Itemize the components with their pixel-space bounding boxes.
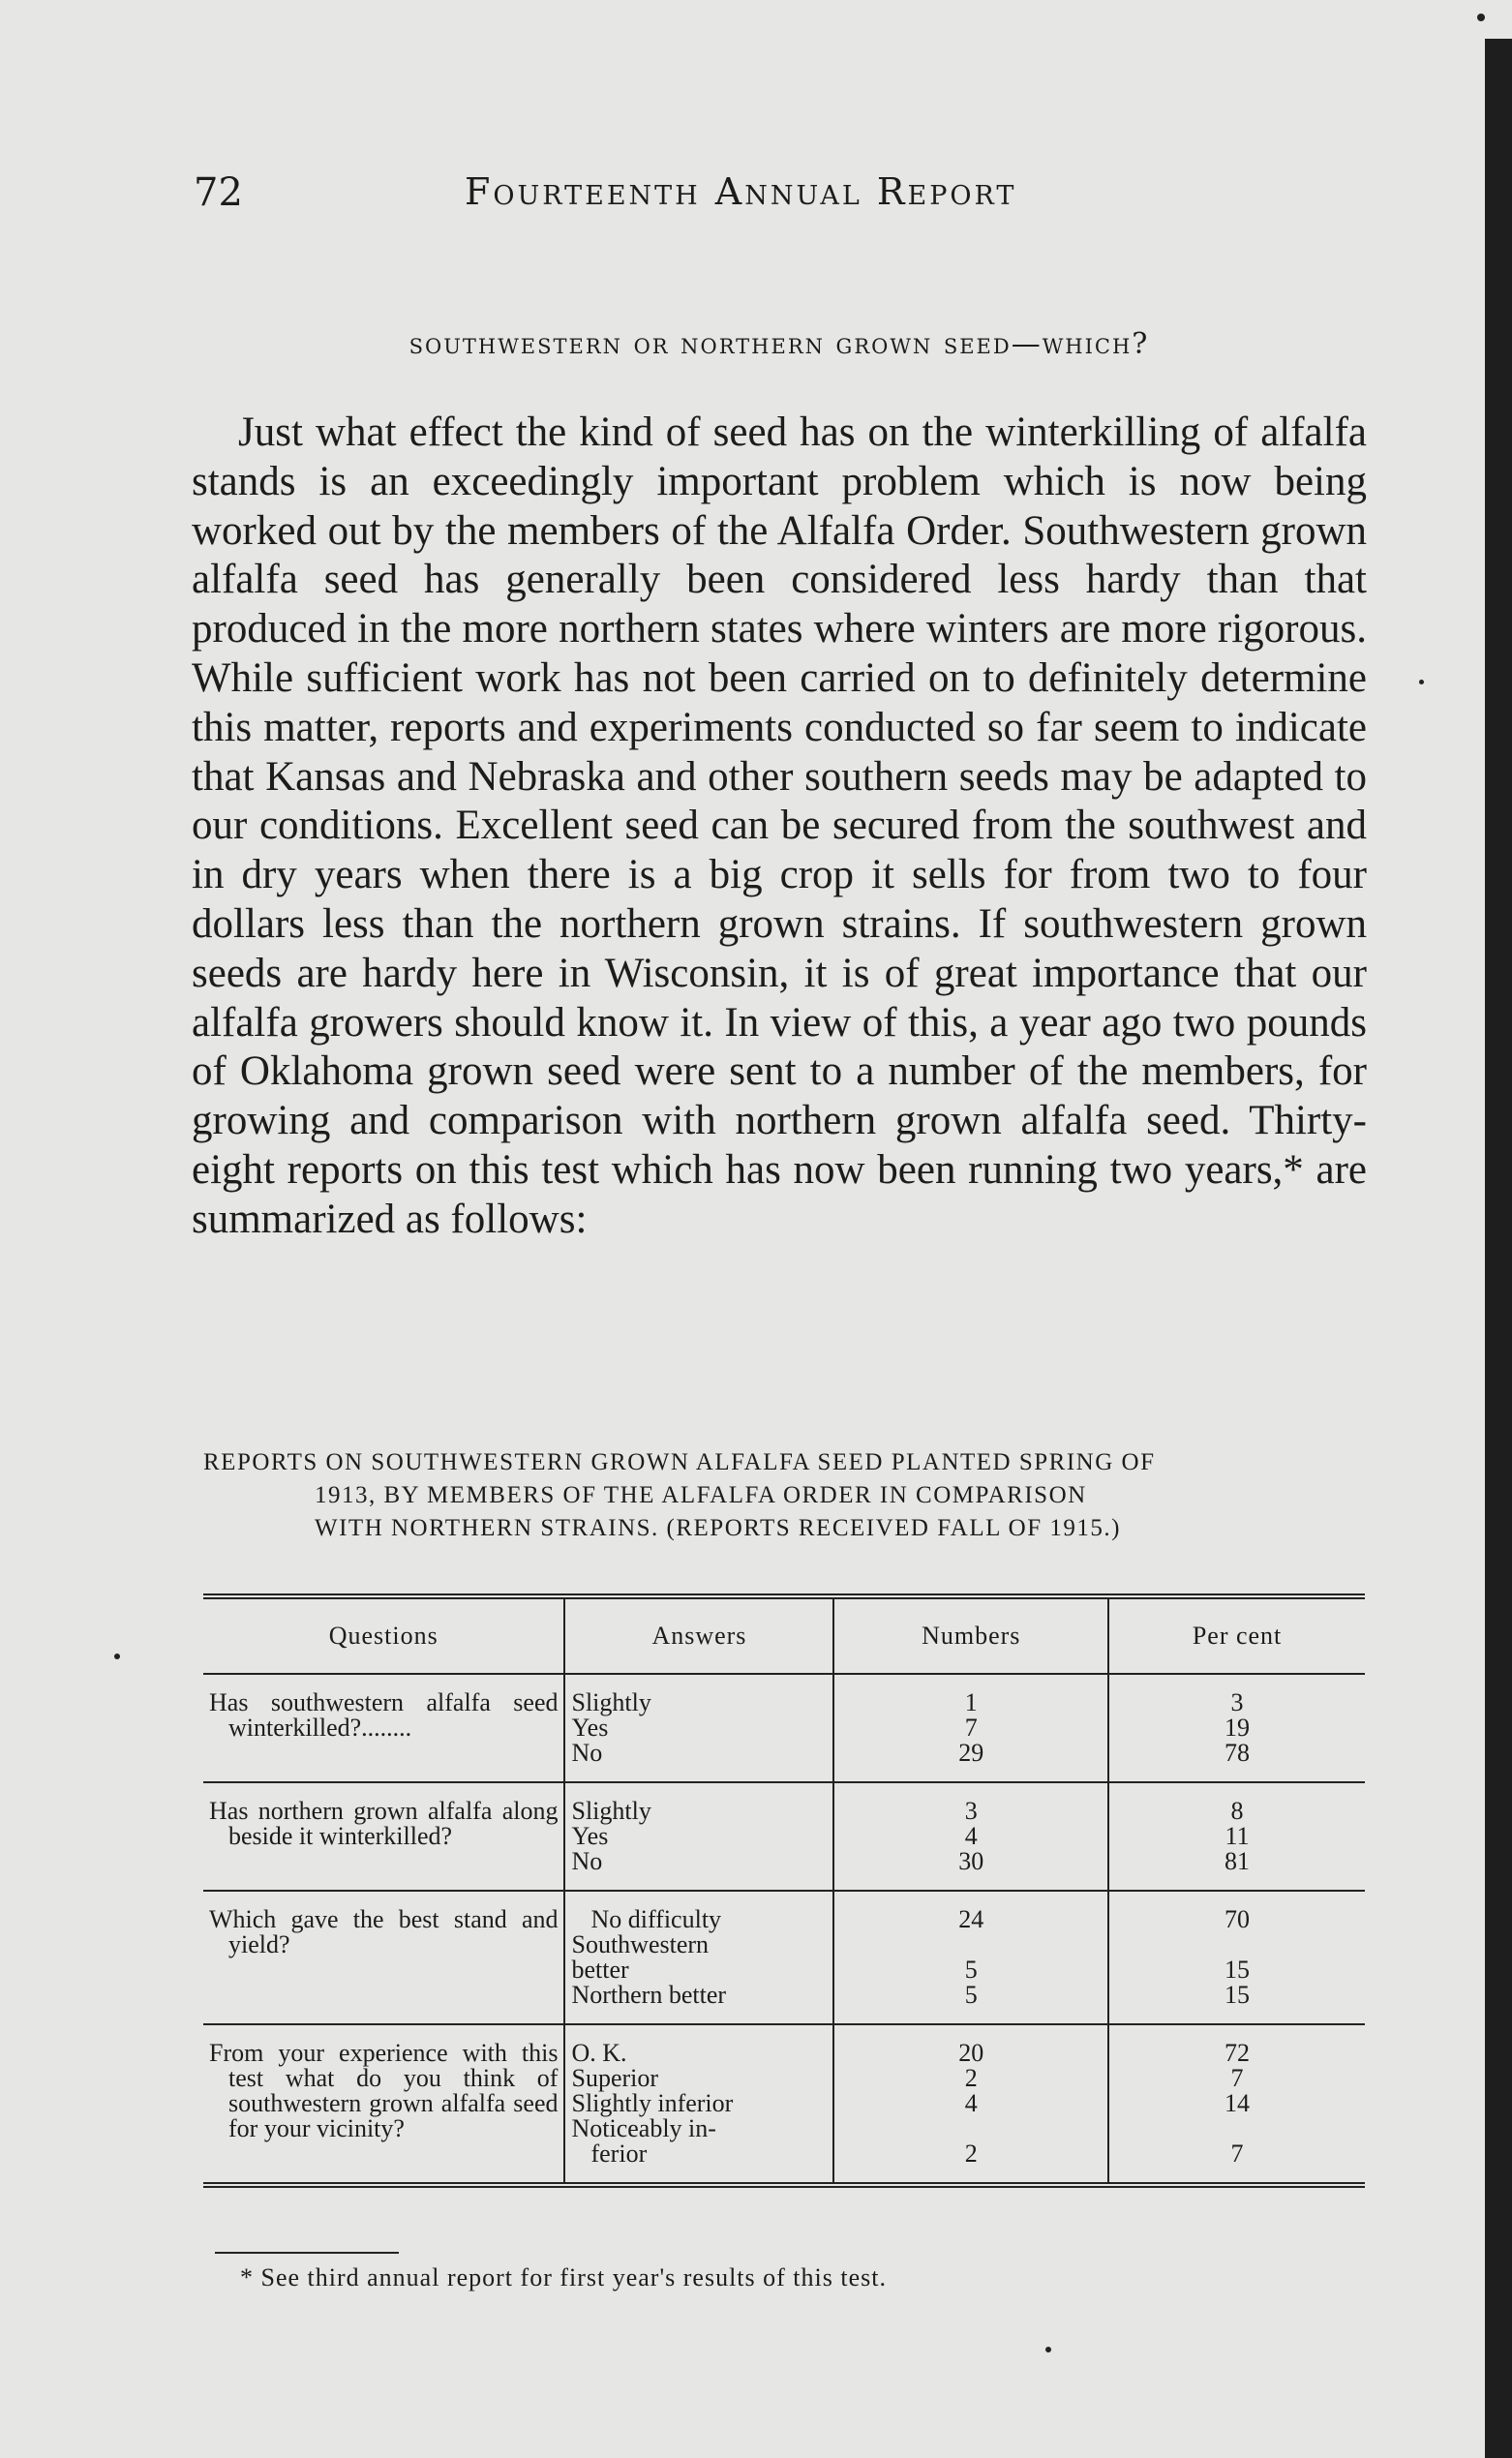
- number-value: 20: [958, 2039, 984, 2067]
- number-value: 4: [964, 1822, 978, 1850]
- column-header-numbers: Numbers: [833, 1596, 1108, 1674]
- percent-cell: [1108, 1891, 1365, 2024]
- question-text: Has southwestern alfalfa seed winterkilled?........: [209, 1688, 559, 1742]
- answer-line: Superior: [571, 2064, 659, 2092]
- answer-line: No: [571, 1739, 603, 1767]
- answer-line: Northern better: [571, 1981, 727, 2009]
- ink-speck: [114, 1654, 120, 1659]
- table-row: [203, 1891, 1365, 2024]
- answer-line: Yes: [571, 1822, 609, 1850]
- answer-line: Southwestern: [571, 1930, 710, 1958]
- answers-cell: [564, 1674, 833, 1782]
- table-row: [203, 1782, 1365, 1891]
- footnote-rule: [215, 2252, 399, 2254]
- answers-cell: [564, 2024, 833, 2185]
- caption-line-1: REPORTS ON SOUTHWESTERN GROWN ALFALFA SEED PLANTED SPRING OF: [203, 1449, 1156, 1475]
- caption-line-3: WITH NORTHERN STRAINS. (REPORTS RECEIVED FALL OF 1915.): [315, 1515, 1121, 1541]
- percent-cell: [1108, 1674, 1365, 1782]
- number-value: 30: [958, 1847, 984, 1875]
- question-cell: [203, 1891, 564, 2024]
- percent-value: 7: [1230, 2064, 1244, 2092]
- table-header-row: [203, 1596, 1365, 1674]
- body-text: [192, 409, 1367, 1245]
- number-value: 4: [964, 2089, 978, 2117]
- answer-line: Slightly inferior: [571, 2089, 734, 2117]
- question-cell: [203, 1782, 564, 1891]
- percent-value: 70: [1225, 1905, 1251, 1933]
- numbers-cell: [833, 1674, 1108, 1782]
- answer-line: ferior: [590, 2139, 648, 2168]
- percent-cell: [1108, 1782, 1365, 1891]
- answers-cell: [564, 1891, 833, 2024]
- answer-line: Slightly: [571, 1688, 651, 1716]
- footnote: * See third annual report for first year's results of this test.: [240, 2263, 887, 2291]
- answer-line: Yes: [571, 1714, 609, 1742]
- percent-value: 15: [1225, 1981, 1251, 2009]
- ink-speck: [1045, 2347, 1051, 2352]
- page-number: 72: [194, 170, 243, 215]
- number-value: 24: [958, 1905, 984, 1933]
- percent-value: 14: [1225, 2089, 1251, 2117]
- answer-line: Noticeably in-: [571, 2114, 716, 2142]
- percent-value: 8: [1230, 1797, 1244, 1825]
- percent-value: 3: [1230, 1688, 1244, 1716]
- number-value: [840, 1932, 1102, 1957]
- number-value: 7: [964, 1714, 978, 1742]
- number-value: 3: [964, 1797, 978, 1825]
- number-value: 2: [964, 2139, 978, 2168]
- percent-value: 78: [1225, 1739, 1251, 1767]
- column-header-questions: Questions: [328, 1622, 438, 1650]
- number-value: 5: [964, 1981, 978, 2009]
- survey-table: [203, 1593, 1365, 2188]
- percent-value: 15: [1225, 1956, 1251, 1984]
- answer-line: No: [571, 1847, 603, 1875]
- question-text: From your experience with this test what do you think of southwestern grown alfalfa seed for your vicinity?: [209, 2039, 559, 2142]
- percent-value: 81: [1225, 1847, 1251, 1875]
- ink-speck: [1419, 680, 1424, 684]
- running-head: [194, 170, 1375, 228]
- percent-cell: [1108, 2024, 1365, 2185]
- number-value: [840, 2116, 1102, 2141]
- percent-value: 72: [1225, 2039, 1251, 2067]
- question-cell: [203, 1674, 564, 1782]
- answer-line: better: [571, 1956, 629, 1984]
- question-text: Which gave the best stand and yield?: [209, 1905, 559, 1958]
- numbers-cell: [833, 1891, 1108, 2024]
- running-title: Fourteenth Annual Report: [465, 170, 1017, 213]
- section-title: southwestern or northern grown seed—which?: [408, 327, 1150, 361]
- percent-value: 7: [1230, 2139, 1244, 2168]
- caption-line-2: 1913, BY MEMBERS OF THE ALFALFA ORDER IN COMPARISON: [315, 1482, 1087, 1508]
- answer-line: O. K.: [571, 2039, 627, 2067]
- column-header-answers: Answers: [564, 1596, 833, 1674]
- numbers-cell: [833, 2024, 1108, 2185]
- answer-line: Slightly: [571, 1797, 651, 1825]
- ink-speck: [1477, 14, 1485, 21]
- percent-value: 19: [1225, 1714, 1251, 1742]
- answers-cell: [564, 1782, 833, 1891]
- number-value: 2: [964, 2064, 978, 2092]
- column-header-per-cent: Per cent: [1108, 1596, 1365, 1674]
- percent-value: 11: [1225, 1822, 1250, 1850]
- numbers-cell: [833, 1782, 1108, 1891]
- percent-value: [1115, 2116, 1359, 2141]
- body-paragraph: Just what effect the kind of seed has on the winterkilling of alfalfa stands is an exceedingly important problem which is now being worked out by the members of the Alfalfa Order. Southwestern grown alfalfa seed has generally been considered less hardy than that produced in the more northern states where winters are more rigorous. While sufficient work has not been carried on to definitely determine this matter, reports and experiments conducted so far seem to indicate that Kansas and Nebraska and other southern seeds may be adapted to our conditions. Excellent seed can be secured from the southwest and in dry years when there is a big crop it sells for from two to four dollars less than the northern grown strains. If southwestern grown seeds are hardy here in Wisconsin, it is of great importance that our alfalfa growers should know it. In view of this, a year ago two pounds of Oklahoma grown seed were sent to a number of the members, for growing and comparison with northern grown alfalfa seed. Thirty-eight reports on this test which has now been running two years,* are summarized as follows:: [192, 410, 1367, 1242]
- table-body: [203, 1674, 1365, 2185]
- page-edge-shadow: [1485, 39, 1512, 2458]
- table-caption: [203, 1446, 1365, 1545]
- percent-value: [1115, 1932, 1359, 1957]
- question-cell: [203, 2024, 564, 2185]
- question-text: Has northern grown alfalfa along beside it winterkilled?: [209, 1797, 559, 1850]
- answer-line: No difficulty: [590, 1905, 722, 1933]
- number-value: 29: [958, 1739, 984, 1767]
- number-value: 5: [964, 1956, 978, 1984]
- number-value: 1: [964, 1688, 978, 1716]
- table-row: [203, 2024, 1365, 2185]
- table-row: [203, 1674, 1365, 1782]
